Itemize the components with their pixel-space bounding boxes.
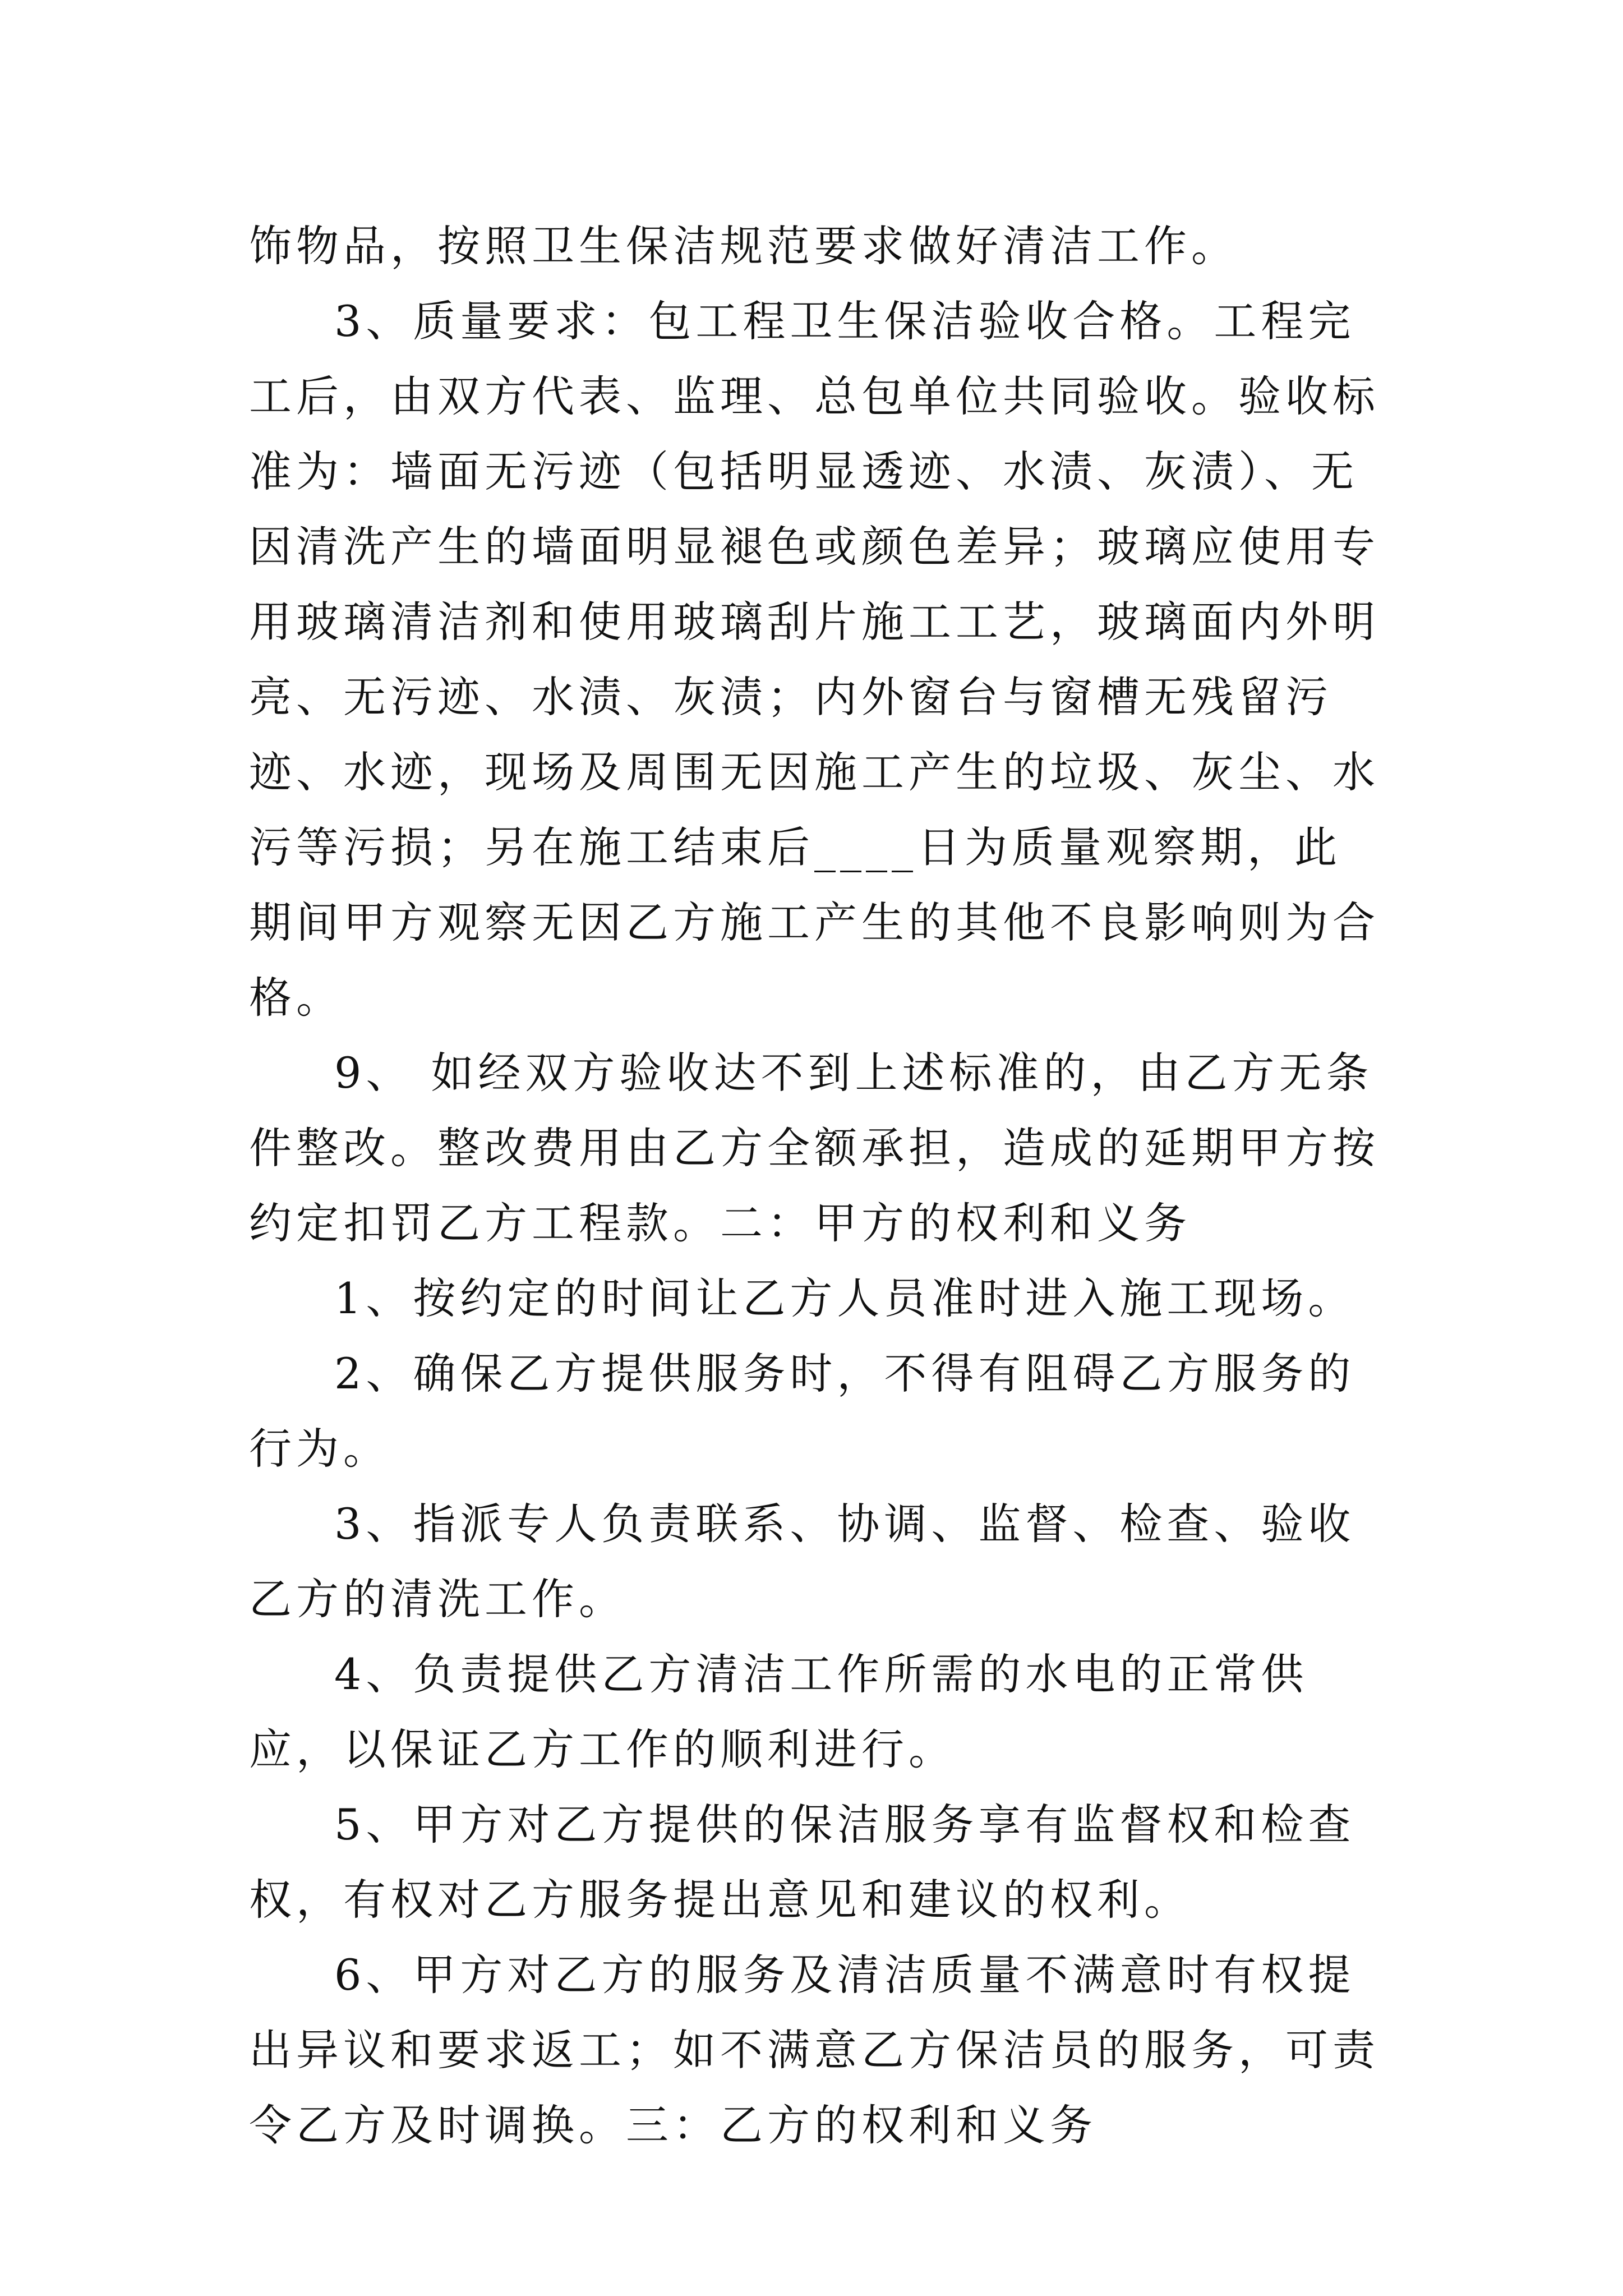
paragraph-party-a-item-6: 6、甲方对乙方的服务及清洁质量不满意时有权提出异议和要求返工；如不满意乙方保洁员的服务，可责令乙方及时调换。三：乙方的权利和义务 (249, 1950, 1380, 2150)
document-body (249, 209, 1382, 2163)
paragraph-party-a-item-3: 3、指派专人负责联系、协调、监督、检查、验收乙方的清洗工作。 (249, 1499, 1355, 1624)
paragraph-party-a-item-1: 1、按约定的时间让乙方人员准时进入施工现场。 (334, 1273, 1355, 1323)
paragraph-continuation: 饰物品，按照卫生保洁规范要求做好清洁工作。 (249, 221, 1238, 271)
paragraph-rectification: 9、 如经双方验收达不到上述标准的，由乙方无条件整改。整改费用由乙方全额承担，造成的延期甲方按约定扣罚乙方工程款。二：甲方的权利和义务 (249, 1048, 1380, 1248)
paragraph-party-a-item-5: 5、甲方对乙方提供的保洁服务享有监督权和检查权，有权对乙方服务提出意见和建议的权利。 (249, 1800, 1355, 1925)
paragraph-party-a-item-4: 4、负责提供乙方清洁工作所需的水电的正常供应，以保证乙方工作的顺利进行。 (249, 1649, 1308, 1774)
paragraph-party-a-item-2: 2、确保乙方提供服务时，不得有阻碍乙方服务的行为。 (249, 1349, 1355, 1474)
paragraph-quality-requirements: 3、质量要求：包工程卫生保洁验收合格。工程完工后，由双方代表、监理、总包单位共同验收。验收标准为：墙面无污迹（包括明显透迹、水渍、灰渍）、无因清洗产生的墙面明显褪色或颜色差异；玻璃应使用专用玻璃清洁剂和使用玻璃刮片施工工艺，玻璃面内外明亮、无污迹、水渍、灰渍；内外窗台与窗槽无残留污迹、水迹，现场及周围无因施工产生的垃圾、灰尘、水污等污损；另在施工结束后____日为质量观察期，此期间甲方观察无因乙方施工产生的其他不良影响则为合格。 (249, 296, 1380, 1023)
